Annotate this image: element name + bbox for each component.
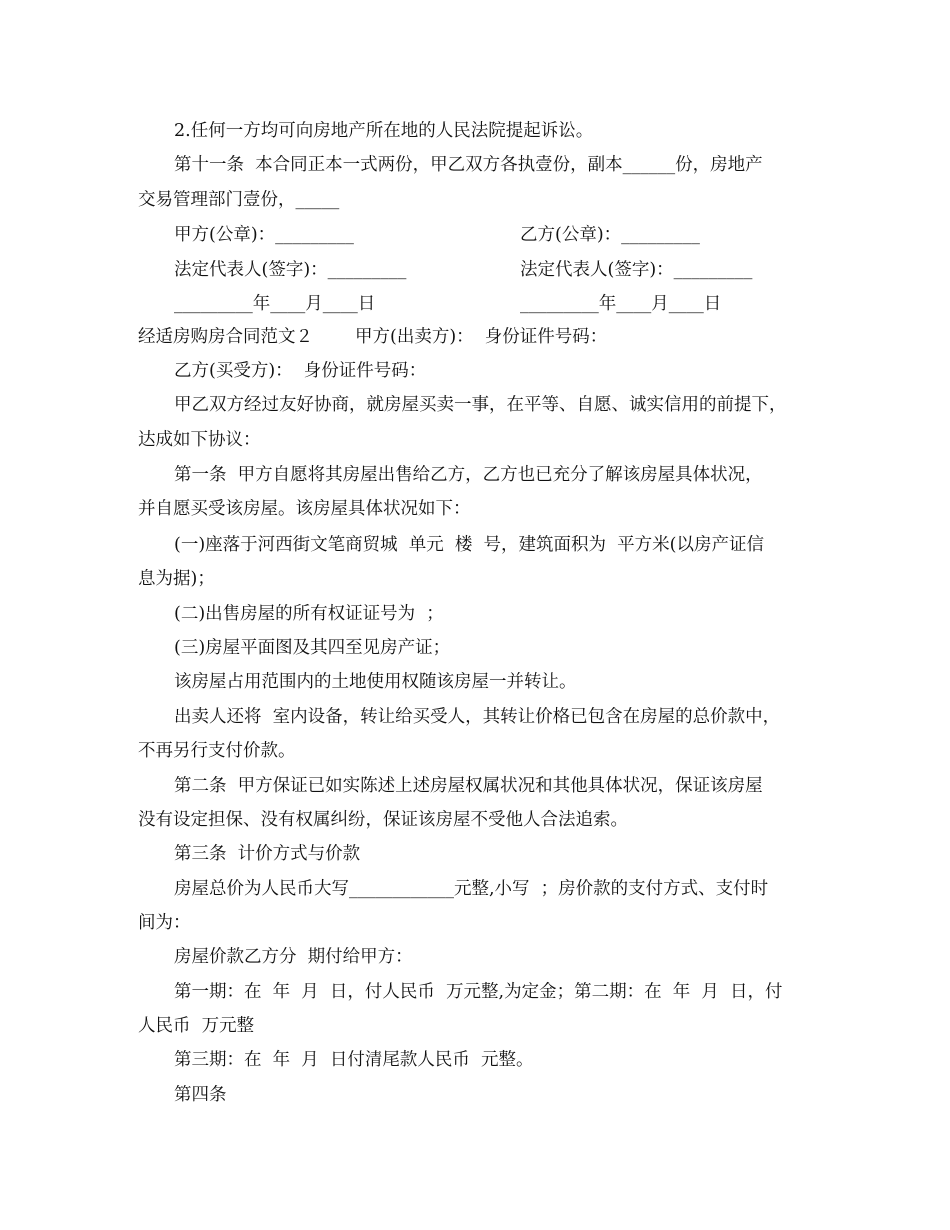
party-b-date: _________年____月____日 xyxy=(520,294,722,314)
paragraph-text: 间为： xyxy=(138,913,191,933)
text-line xyxy=(0,665,950,699)
paragraph-text: 达成如下协议： xyxy=(138,430,261,450)
text-line xyxy=(0,940,950,974)
buyer-id-label: 乙方(买受方)： 身份证件号码： xyxy=(174,361,427,381)
paragraph-text: 交易管理部门壹份，_____ xyxy=(138,190,340,210)
party-b-representative: 法定代表人(签字)：_________ xyxy=(520,260,753,280)
paragraph-text: 第二条 甲方保证已如实陈述上述房屋权属状况和其他具体状况，保证该房屋 xyxy=(174,776,763,796)
text-line xyxy=(0,492,950,526)
paragraph-text: 甲乙双方经过友好协商，就房屋买卖一事，在平等、自愿、诚实信用的前提下， xyxy=(174,395,787,415)
paragraph-text: (一)座落于河西街文笔商贸城 单元 楼 号，建筑面积为 平方米(以房产证信 xyxy=(174,535,764,555)
signature-line xyxy=(0,218,950,252)
text-line xyxy=(0,631,950,665)
text-line xyxy=(0,906,950,940)
text-line xyxy=(0,183,950,217)
paragraph-text: 并自愿买受该房屋。该房屋具体状况如下： xyxy=(138,499,471,519)
paragraph-text: 息为据)； xyxy=(138,569,215,589)
text-line xyxy=(0,975,950,1009)
paragraph-text: 第三期：在 年 月 日付清尾款人民币 元整。 xyxy=(174,1050,534,1070)
text-line xyxy=(0,700,950,734)
paragraph-text: 不再另行支付价款。 xyxy=(138,741,296,761)
text-line xyxy=(0,114,950,148)
paragraph-text: 该房屋占用范围内的土地使用权随该房屋一并转让。 xyxy=(174,672,577,692)
text-line xyxy=(0,837,950,871)
text-line xyxy=(0,354,950,388)
section-heading: 第三条 计价方式与价款 xyxy=(174,844,361,864)
text-line xyxy=(0,388,950,422)
text-line xyxy=(0,1043,950,1077)
paragraph-text: (三)房屋平面图及其四至见房产证； xyxy=(174,638,451,658)
paragraph-text: (二)出售房屋的所有权证证号为 ； xyxy=(174,604,444,624)
signature-line xyxy=(0,253,950,287)
text-line xyxy=(0,803,950,837)
text-line xyxy=(0,769,950,803)
party-a-date: _________年____月____日 xyxy=(174,294,376,314)
date-line xyxy=(0,287,950,321)
party-a-representative: 法定代表人(签字)：_________ xyxy=(174,260,407,280)
contract-title: 经适房购房合同范文２ xyxy=(138,327,313,347)
text-line xyxy=(0,1009,950,1043)
title-line xyxy=(0,320,950,354)
paragraph-text: 第十一条 本合同正本一式两份，甲乙双方各执壹份，副本______份，房地产 xyxy=(174,155,763,175)
text-line xyxy=(0,562,950,596)
paragraph-text: 人民币 万元整 xyxy=(138,1016,255,1036)
paragraph-text: 第一条 甲方自愿将其房屋出售给乙方，乙方也已充分了解该房屋具体状况， xyxy=(174,465,763,485)
text-line xyxy=(0,597,950,631)
text-line xyxy=(0,528,950,562)
text-line xyxy=(0,734,950,768)
party-b-seal: 乙方(公章)：_________ xyxy=(520,225,700,245)
paragraph-text: 出卖人还将 室内设备，转让给买受人，其转让价格已包含在房屋的总价款中， xyxy=(174,707,781,727)
text-line xyxy=(0,148,950,182)
section-heading: 第四条 xyxy=(174,1085,227,1105)
paragraph-text: 没有设定担保、没有权属纠纷，保证该房屋不受他人合法追索。 xyxy=(138,810,628,830)
paragraph-text: 房屋价款乙方分 期付给甲方： xyxy=(174,947,413,967)
seller-id-label: 甲方(出卖方)： 身份证件号码： xyxy=(355,327,608,347)
text-line xyxy=(0,872,950,906)
text-line xyxy=(0,1078,950,1112)
paragraph-text: 2.任何一方均可向房地产所在地的人民法院提起诉讼。 xyxy=(174,121,594,141)
text-line xyxy=(0,423,950,457)
text-line xyxy=(0,458,950,492)
paragraph-text: 第一期：在 年 月 日，付人民币 万元整,为定金；第二期：在 年 月 日，付 xyxy=(174,982,783,1002)
paragraph-text: 房屋总价为人民币大写____________元整,小写 ；房价款的支付方式、支付时 xyxy=(174,879,769,899)
party-a-seal: 甲方(公章)：_________ xyxy=(174,225,354,245)
